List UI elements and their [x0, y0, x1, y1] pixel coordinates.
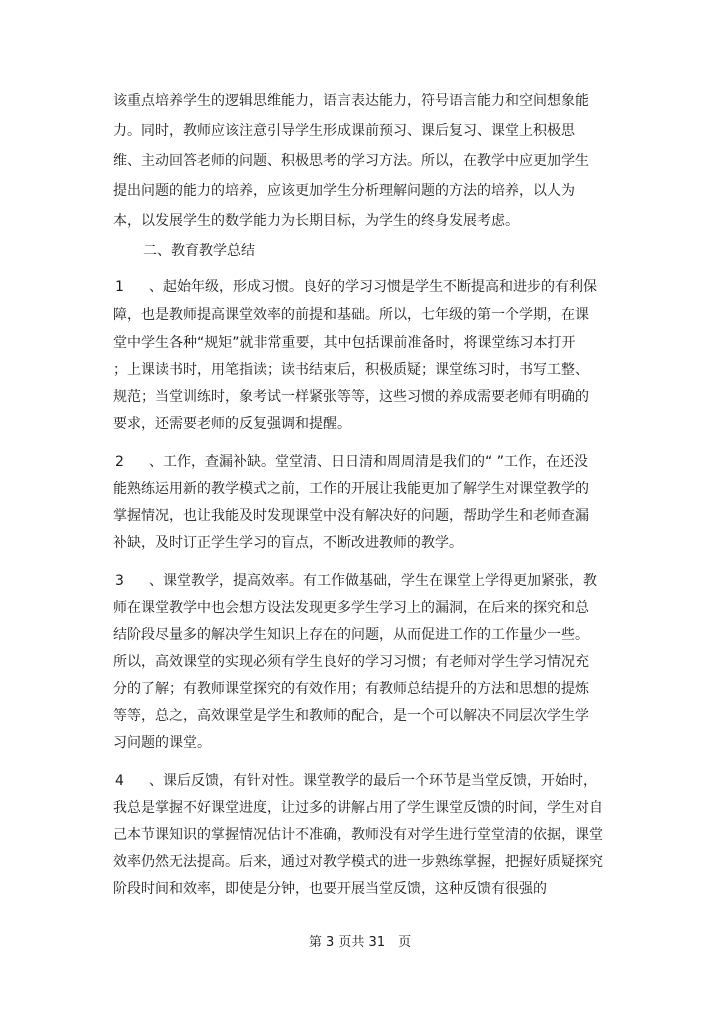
list-item-first-line [113, 451, 633, 473]
list-item-line: 阶段时间和效率，即使是分钟，也要开展当堂反馈，这种反馈有很强的 [113, 881, 547, 897]
list-item-line: 补缺，及时订正学生学习的盲点，不断改进教师的教学。 [113, 535, 463, 551]
item-text: 、工作，查漏补缺。堂堂清、日日清和周周清是我们的“ ”工作，在还没 [149, 454, 588, 470]
list-item-first-line [113, 570, 633, 592]
list-item-line: 师在课堂教学中也会想方设法发现更多学生学习上的漏洞，在后来的探究和总 [113, 600, 589, 616]
list-item-line: 掌握情况，也让我能及时发现课堂中没有解决好的问题，帮助学生和老师查漏 [113, 508, 589, 524]
list-item-line: 要求，还需要老师的反复强调和提醒。 [113, 416, 351, 432]
item-text: 、起始年级，形成习惯。良好的学习习惯是学生不断提高和进步的有利保 [149, 279, 597, 295]
list-item-line: 等等，总之，高效课堂是学生和教师的配合，是一个可以解决不同层次学生学 [113, 708, 589, 724]
intro-line: 维、主动回答老师的问题、积极思考的学习方法。所以，在教学中应更加学生 [113, 153, 589, 169]
list-item-line: 我总是掌握不好课堂进度，让过多的讲解占用了学生课堂反馈的时间，学生对自 [113, 800, 603, 816]
list-item-line: 结阶段尽量多的解决学生知识上存在的问题，从而促进工作的工作量少一些。 [113, 627, 589, 643]
list-item-line: 能熟练运用新的教学模式之前，工作的开展让我能更加了解学生对课堂教学的 [113, 481, 589, 497]
intro-line: 本，以发展学生的数学能力为长期目标，为学生的终身发展考虑。 [113, 213, 519, 229]
list-item-line: 所以，高效课堂的实现必须有学生良好的学习习惯；有老师对学生学习情况充 [113, 654, 589, 670]
item-text: 、课堂教学，提高效率。有工作做基础，学生在课堂上学得更加紧张，教 [149, 573, 597, 589]
list-item-line: 障，也是教师提高课堂效率的前提和基础。所以，七年级的第一个学期，在课 [113, 307, 589, 323]
list-item-first-line [113, 276, 633, 298]
section-heading: 二、教育教学总结 [143, 243, 255, 259]
list-item-first-line [113, 770, 633, 792]
intro-line: 该重点培养学生的逻辑思维能力，语言表达能力，符号语言能力和空间想象能 [113, 93, 589, 109]
item-number: 1 [115, 279, 124, 295]
list-item-line: 习问题的课堂。 [113, 735, 211, 751]
list-item-line: 分的了解；有教师课堂探究的有效作用；有教师总结提升的方法和思想的提炼 [113, 681, 589, 697]
item-number: 2 [115, 454, 124, 470]
list-item-line: 效率仍然无法提高。后来，通过对教学模式的进一步熟练掌握，把握好质疑探究 [113, 854, 603, 870]
list-item-line: 己本节课知识的掌握情况估计不准确，教师没有对学生进行堂堂清的依据，课堂 [113, 827, 603, 843]
item-text: 、课后反馈，有针对性。课堂教学的最后一个环节是当堂反馈，开始时， [149, 773, 597, 789]
intro-line: 提出问题的能力的培养，应该更加学生分析理解问题的方法的培养，以人为 [113, 183, 575, 199]
list-item-line: ；上课读书时，用笔指读；读书结束后，积极质疑；课堂练习时，书写工整、 [113, 362, 589, 378]
page-number-footer: 第 3 页共 31 页 [308, 935, 412, 950]
intro-line: 力。同时，教师应该注意引导学生形成课前预习、课后复习、课堂上积极思 [113, 123, 575, 139]
item-number: 4 [115, 773, 124, 789]
list-item-line: 堂中学生各种“规矩”就非常重要，其中包括课前准备时，将课堂练习本打开 [113, 335, 576, 351]
item-number: 3 [115, 573, 124, 589]
list-item-line: 规范；当堂训练时，象考试一样紧张等等，这些习惯的养成需要老师有明确的 [113, 389, 589, 405]
